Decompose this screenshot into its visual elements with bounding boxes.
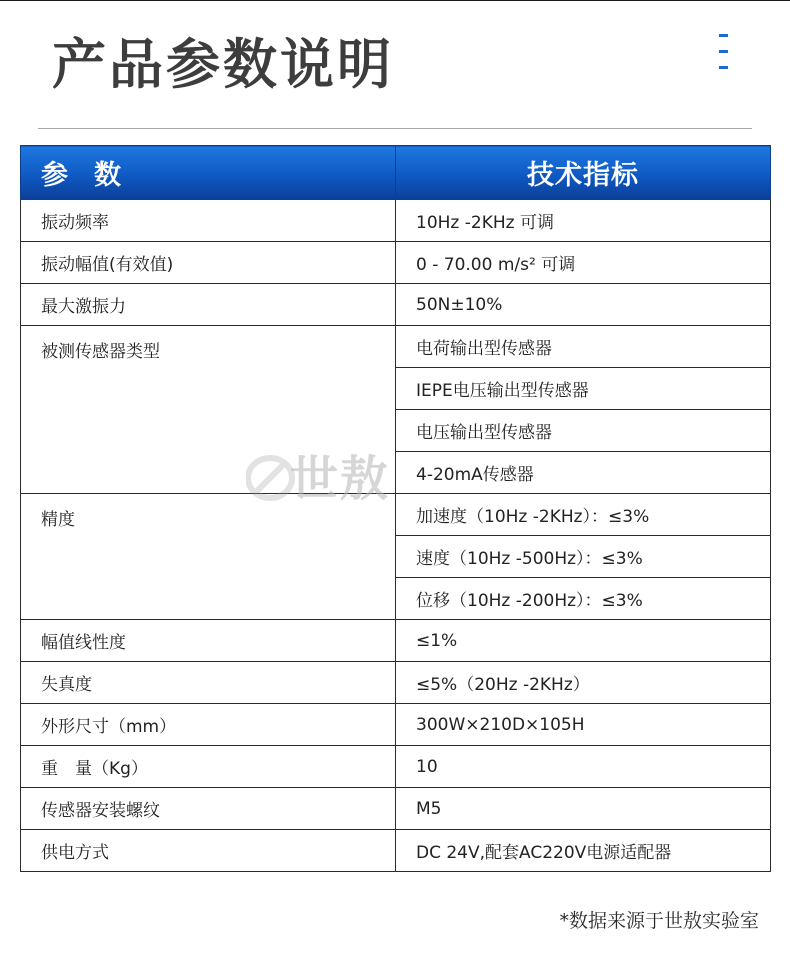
value-cell: IEPE电压输出型传感器 <box>396 368 771 410</box>
top-rule <box>0 0 790 1</box>
table-row <box>21 284 771 326</box>
param-cell: 被测传感器类型 <box>21 326 396 494</box>
table-row <box>21 830 771 872</box>
table-row <box>21 746 771 788</box>
value-cell: 速度（10Hz -500Hz）：≤3% <box>396 536 771 578</box>
header-spec: 技术指标 <box>396 146 771 200</box>
footnote: *数据来源于世敖实验室 <box>559 910 759 932</box>
param-cell: 失真度 <box>21 662 396 704</box>
table-row <box>21 620 771 662</box>
param-cell: 供电方式 <box>21 830 396 872</box>
table-row <box>21 662 771 704</box>
value-cell: 加速度（10Hz -2KHz）：≤3% <box>396 494 771 536</box>
dash-decoration <box>719 34 728 82</box>
value-cell: 4-20mA传感器 <box>396 452 771 494</box>
param-cell: 最大激振力 <box>21 284 396 326</box>
table-row <box>21 326 771 368</box>
table-row <box>21 242 771 284</box>
title-divider <box>38 128 752 129</box>
param-cell: 外形尺寸（mm） <box>21 704 396 746</box>
value-cell: 0 - 70.00 m/s² 可调 <box>396 242 771 284</box>
table-row <box>21 704 771 746</box>
dash-mark <box>719 50 728 53</box>
value-cell: ≤1% <box>396 620 771 662</box>
header-param: 参数 <box>21 146 396 200</box>
dash-mark <box>719 34 728 37</box>
param-cell: 振动幅值(有效值) <box>21 242 396 284</box>
spec-table <box>20 145 771 872</box>
value-cell: 10Hz -2KHz 可调 <box>396 200 771 242</box>
watermark-text: 世敖 <box>290 451 391 507</box>
table-row <box>21 494 771 536</box>
table-header-row <box>21 146 771 200</box>
param-cell: 幅值线性度 <box>21 620 396 662</box>
param-cell: 精度 <box>21 494 396 620</box>
page-title: 产品参数说明 <box>52 33 394 96</box>
table-row <box>21 788 771 830</box>
param-cell: 传感器安装螺纹 <box>21 788 396 830</box>
dash-mark <box>719 66 728 69</box>
value-cell: 50N±10% <box>396 284 771 326</box>
value-cell: 位移（10Hz -200Hz）：≤3% <box>396 578 771 620</box>
value-cell: 电荷输出型传感器 <box>396 326 771 368</box>
value-cell: ≤5%（20Hz -2KHz） <box>396 662 771 704</box>
param-cell: 重 量（Kg） <box>21 746 396 788</box>
value-cell: 300W×210D×105H <box>396 704 771 746</box>
table-row <box>21 200 771 242</box>
value-cell: M5 <box>396 788 771 830</box>
value-cell: 10 <box>396 746 771 788</box>
param-cell: 振动频率 <box>21 200 396 242</box>
value-cell: DC 24V,配套AC220V电源适配器 <box>396 830 771 872</box>
value-cell: 电压输出型传感器 <box>396 410 771 452</box>
